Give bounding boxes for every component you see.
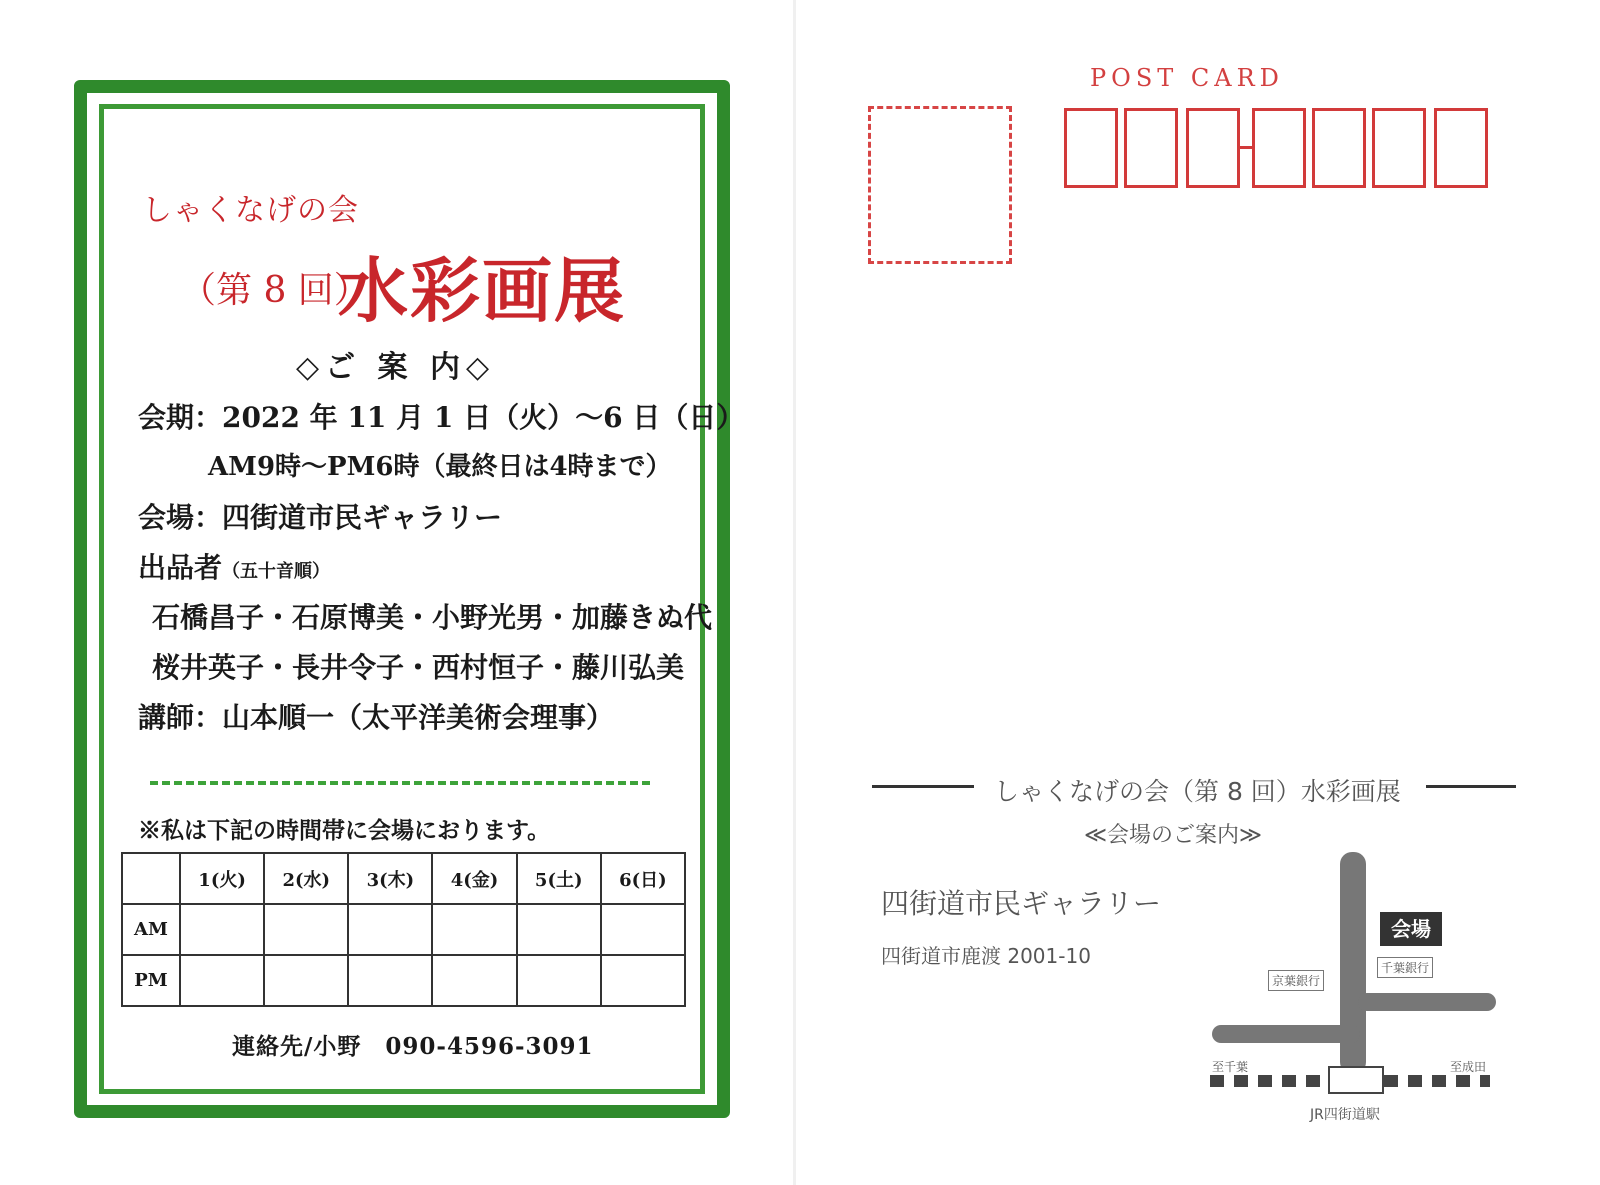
map-to-narita: 至成田 — [1450, 1060, 1487, 1074]
schedule-cell — [180, 904, 264, 955]
map-railway-east — [1384, 1075, 1490, 1087]
schedule-day-header: 3(木) — [348, 853, 432, 904]
dashed-separator — [150, 781, 650, 785]
schedule-cell — [517, 904, 601, 955]
guide-heading: ◇ご 案 内◇ — [296, 350, 496, 385]
contact-info: 連絡先/小野 090-4596-3091 — [232, 1033, 594, 1060]
schedule-row-label: PM — [122, 955, 180, 1006]
postal-code-box — [1252, 108, 1306, 188]
map-bank-keiyo: 京葉銀行 — [1268, 970, 1324, 991]
map-station — [1328, 1066, 1384, 1094]
venue: 会場：四街道市民ギャラリー — [138, 501, 503, 534]
schedule-header-row — [122, 853, 685, 904]
map-railway-west — [1210, 1075, 1328, 1087]
instructor: 講師：山本順一（太平洋美術会理事） — [138, 701, 615, 734]
invitation-front — [0, 0, 796, 1185]
venue-guide-heading: ≪会場のご案内≫ — [1084, 823, 1263, 848]
map-station-label: JR四街道駅 — [1310, 1107, 1380, 1123]
schedule-cell — [517, 955, 601, 1006]
presence-note: ※私は下記の時間帯に会場におります。 — [138, 817, 551, 844]
schedule-cell — [180, 955, 264, 1006]
postcard-label: POST CARD — [1090, 64, 1284, 92]
back-title: しゃくなげの会（第 8 回）水彩画展 — [994, 777, 1401, 806]
edition-label: （第 8 回） — [180, 270, 370, 311]
schedule-day-header: 6(日) — [601, 853, 685, 904]
schedule-day-header: 5(土) — [517, 853, 601, 904]
schedule-day-header: 4(金) — [432, 853, 516, 904]
schedule-corner-cell — [122, 853, 180, 904]
exhibitors-line-1: 石橋昌子・石原博美・小野光男・加藤きぬ代 — [152, 601, 713, 634]
postal-code-dash — [1240, 146, 1252, 149]
schedule-cell — [432, 955, 516, 1006]
postal-code-box — [1124, 108, 1178, 188]
map-road-east — [1358, 993, 1496, 1011]
schedule-day-header: 1(火) — [180, 853, 264, 904]
schedule-cell — [348, 904, 432, 955]
schedule-row-label: AM — [122, 904, 180, 955]
postal-code-box — [1186, 108, 1240, 188]
exhibitors-label: 出品者 — [138, 551, 223, 584]
postal-code-box — [1434, 108, 1488, 188]
schedule-cell — [264, 955, 348, 1006]
title-rule-right — [1426, 785, 1516, 788]
map-road-west — [1212, 1025, 1360, 1043]
map-venue-marker: 会場 — [1380, 912, 1442, 946]
exhibition-period: 会期：2022 年 11 月 1 日（火）～6 日（日） — [138, 401, 745, 434]
postal-code-box — [1312, 108, 1366, 188]
exhibition-title: 水彩画展 — [338, 249, 626, 332]
gallery-address: 四街道市鹿渡 2001-10 — [881, 944, 1091, 968]
schedule-row-pm — [122, 955, 685, 1006]
opening-hours: AM9時～PM6時（最終日は4時まで） — [208, 452, 672, 482]
schedule-row-am — [122, 904, 685, 955]
gallery-name: 四街道市民ギャラリー — [881, 887, 1162, 920]
postal-code-box — [1372, 108, 1426, 188]
schedule-cell — [432, 904, 516, 955]
schedule-cell — [264, 904, 348, 955]
map-to-chiba: 至千葉 — [1212, 1060, 1249, 1074]
map-bank-chiba: 千葉銀行 — [1377, 957, 1433, 978]
exhibitors-heading — [138, 546, 330, 586]
club-name: しゃくなげの会 — [142, 193, 359, 228]
postal-code-box — [1064, 108, 1118, 188]
exhibitors-line-2: 桜井英子・長井令子・西村恒子・藤川弘美 — [152, 651, 685, 684]
schedule-cell — [348, 955, 432, 1006]
schedule-cell — [601, 955, 685, 1006]
stamp-box — [868, 106, 1012, 264]
exhibitors-note: （五十音順） — [222, 561, 331, 582]
presence-schedule-table — [121, 852, 686, 1007]
schedule-cell — [601, 904, 685, 955]
title-rule-left — [872, 785, 974, 788]
schedule-day-header: 2(水) — [264, 853, 348, 904]
